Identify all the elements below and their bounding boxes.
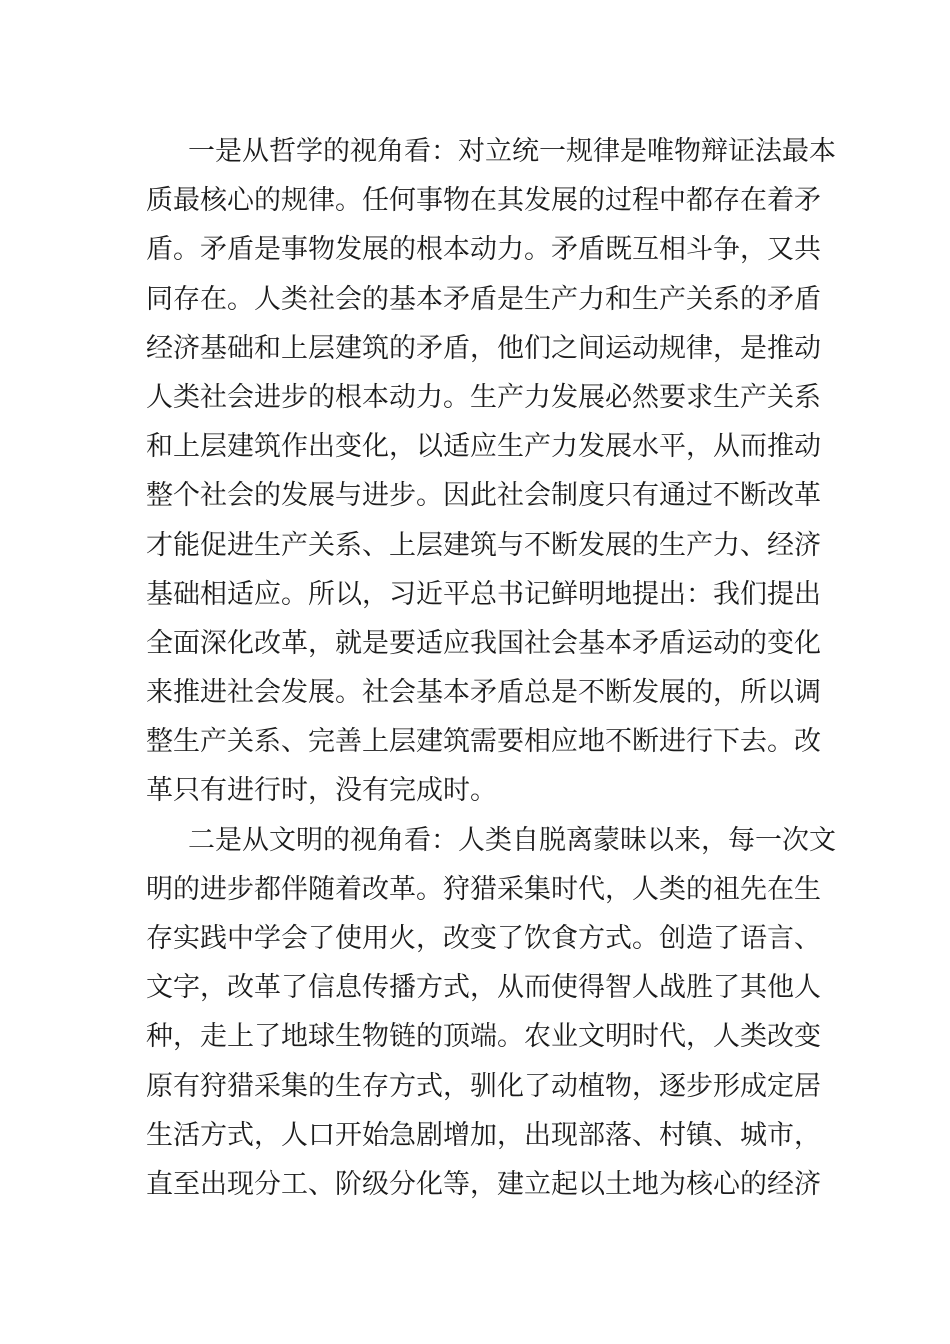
paragraph-line: 生活方式，人口开始急剧增加，出现部落、村镇、城市， xyxy=(146,1119,821,1151)
paragraph-philosophy xyxy=(146,127,836,816)
document-body xyxy=(146,127,836,1209)
paragraph-line: 来推进社会发展。社会基本矛盾总是不断发展的，所以调 xyxy=(146,677,821,709)
paragraph-line: 同存在。人类社会的基本矛盾是生产力和生产关系的矛盾 xyxy=(146,283,821,315)
paragraph-line: 经济基础和上层建筑的矛盾，他们之间运动规律，是推动 xyxy=(146,332,821,364)
paragraph-line: 一是从哲学的视角看：对立统一规律是唯物辩证法最本 xyxy=(188,136,836,167)
paragraph-line: 和上层建筑作出变化，以适应生产力发展水平，从而推动 xyxy=(146,431,821,463)
paragraph-line: 基础相适应。所以，习近平总书记鲜明地提出：我们提出 xyxy=(146,578,821,610)
paragraph-civilization xyxy=(146,816,836,1210)
paragraph-line: 盾。矛盾是事物发展的根本动力。矛盾既互相斗争，又共 xyxy=(146,234,821,266)
paragraph-line: 才能促进生产关系、上层建筑与不断发展的生产力、经济 xyxy=(146,529,821,561)
paragraph-line: 原有狩猎采集的生存方式，驯化了动植物，逐步形成定居 xyxy=(146,1070,821,1102)
paragraph-line: 整个社会的发展与进步。因此社会制度只有通过不断改革 xyxy=(146,480,821,512)
paragraph-line: 全面深化改革，就是要适应我国社会基本矛盾运动的变化 xyxy=(146,627,821,659)
paragraph-line: 存实践中学会了使用火，改变了饮食方式。创造了语言、 xyxy=(146,923,821,954)
paragraph-line: 直至出现分工、阶级分化等，建立起以土地为核心的经济 xyxy=(146,1168,821,1200)
paragraph-line: 革只有进行时，没有完成时。 xyxy=(146,775,497,807)
paragraph-line: 二是从文明的视角看：人类自脱离蒙昧以来，每一次文 xyxy=(188,824,836,856)
paragraph-line: 人类社会进步的根本动力。生产力发展必然要求生产关系 xyxy=(146,381,821,413)
paragraph-line: 整生产关系、完善上层建筑需要相应地不断进行下去。改 xyxy=(146,726,821,758)
paragraph-line: 文字，改革了信息传播方式，从而使得智人战胜了其他人 xyxy=(146,972,821,1004)
paragraph-line: 明的进步都伴随着改革。狩猎采集时代，人类的祖先在生 xyxy=(146,873,821,905)
paragraph-line: 种，走上了地球生物链的顶端。农业文明时代，人类改变 xyxy=(146,1021,821,1053)
paragraph-line: 质最核心的规律。任何事物在其发展的过程中都存在着矛 xyxy=(146,185,821,217)
